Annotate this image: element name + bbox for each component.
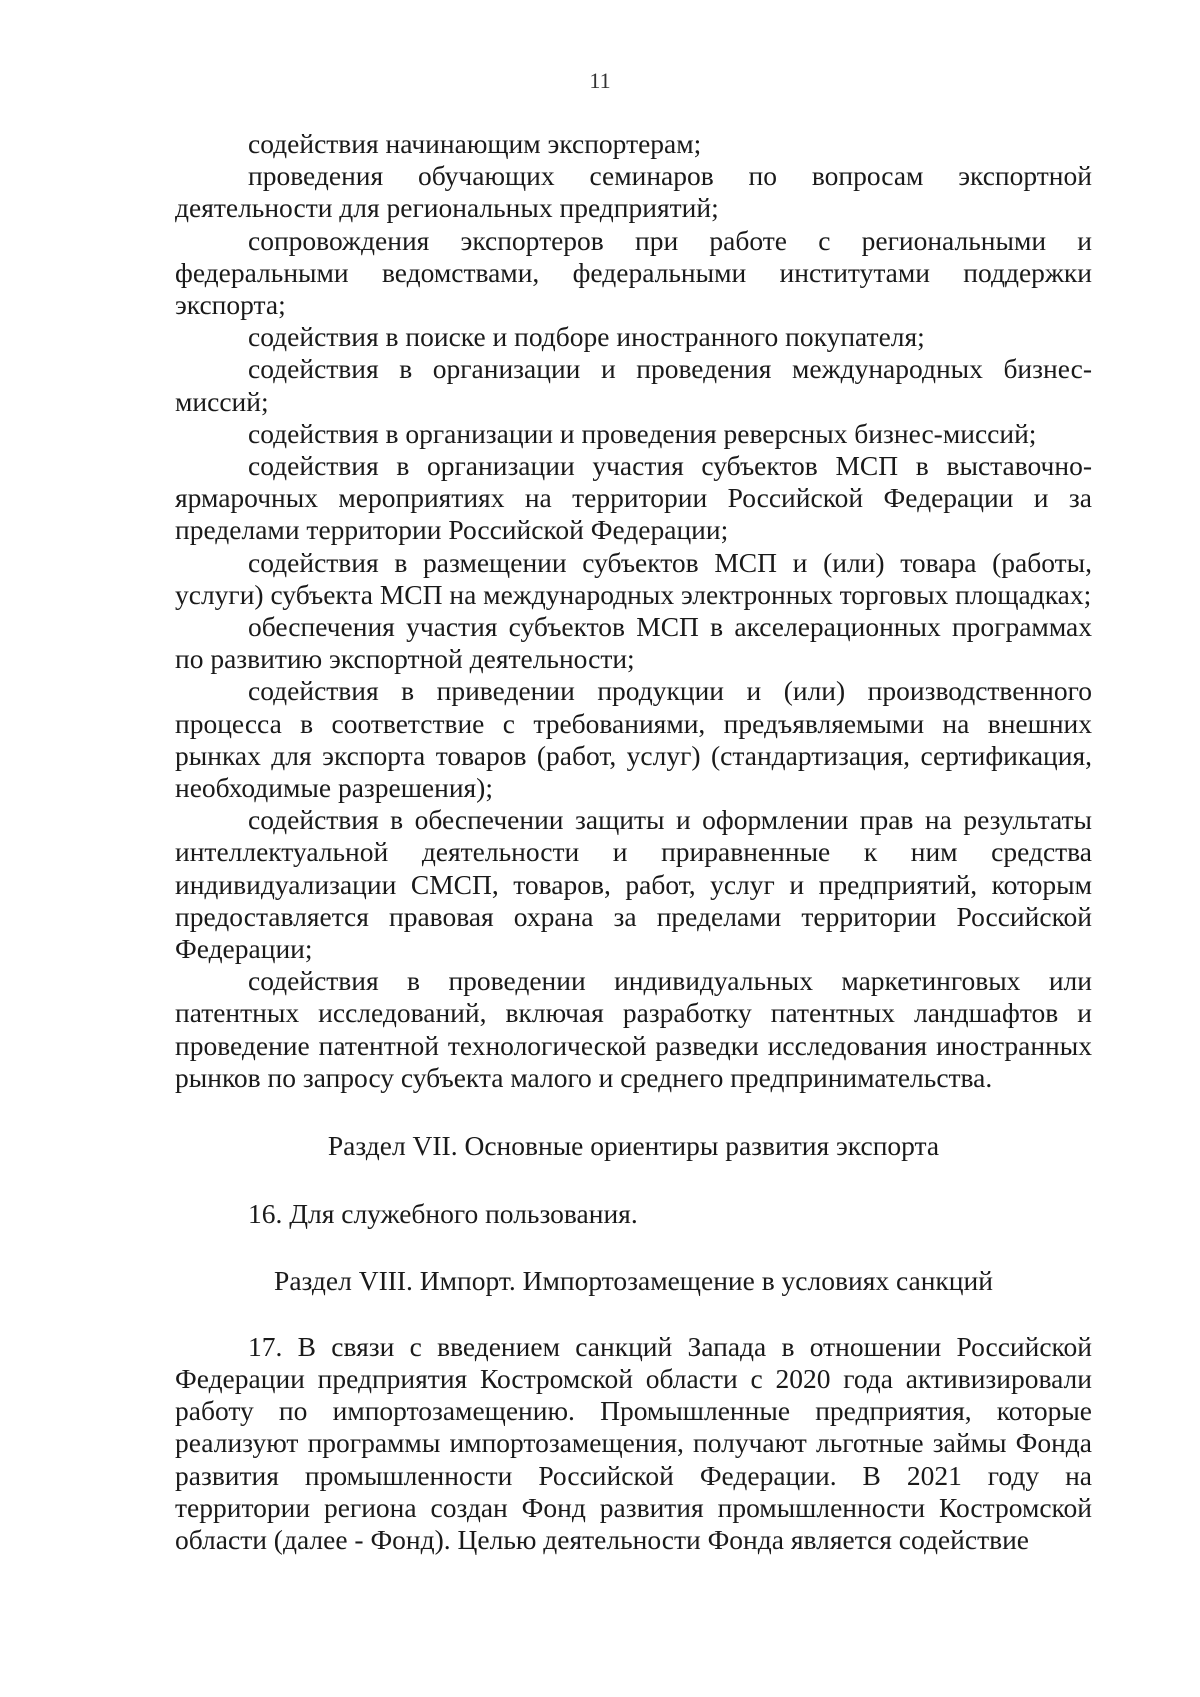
section-heading-viii: Раздел VIII. Импорт. Импортозамещение в условиях санкций (274, 1264, 993, 1296)
list-item: содействия в проведении индивидуальных маркетинговых или патентных исследований, включая разработку патентных ландшафтов и проведение патентной технологической разведки исследования иностранных рынков по запросу субъекта малого и среднего предпринимательства. (175, 965, 1092, 1093)
document-body (175, 128, 1092, 1556)
list-item: сопровождения экспортеров при работе с региональными и федеральными ведомствами, федеральными институтами поддержки экспорта; (175, 224, 1092, 321)
section-heading-vii: Раздел VII. Основные ориентиры развития экспорта (327, 1130, 940, 1162)
paragraph-17: 17. В связи с введением санкций Запада в отношении Российской Федерации предприятия Костромской области с 2020 года активизировали работу по импортозамещению. Промышленные предприятия, которые реализуют программы импортозамещения, получают льготные займы Фонда развития промышленности Российской Федерации. В 2021 году на территории региона создан Фонд развития промышленности Костромской области (далее - Фонд). Целью деятельности Фонда является содействие (175, 1330, 1092, 1555)
list-item: содействия в приведении продукции и (или) производственного процесса в соответствие с требованиями, предъявляемыми на внешних рынках для экспорта товаров (работ, услуг) (стандартизация, сертификация, необходимые разрешения); (175, 675, 1092, 804)
list-item: содействия в организации участия субъектов МСП в выставочно-ярмарочных мероприятиях на территории Российской Федерации и за пределами территории Российской Федерации; (175, 450, 1092, 546)
list-item: содействия в размещении субъектов МСП и (или) товара (работы, услуги) субъекта МСП на международных электронных торговых площадках; (175, 546, 1092, 610)
list-item: содействия в организации и проведения реверсных бизнес-миссий; (248, 417, 1037, 449)
paragraph-16: 16. Для служебного пользования. (248, 1198, 638, 1230)
list-item: обеспечения участия субъектов МСП в акселерационных программах по развитию экспортной деятельности; (175, 611, 1092, 675)
list-item: содействия начинающим экспортерам; (248, 128, 702, 159)
list-item: содействия в организации и проведения международных бизнес-миссий; (175, 353, 1092, 417)
page-number: 11 (589, 68, 611, 93)
list-item: содействия в обеспечении защиты и оформлении прав на результаты интеллектуальной деятельности и приравненные к ним средства индивидуализации СМСП, товаров, работ, услуг и предприятий, которым предоставляется правовая охрана за пределами территории Российской Федерации; (175, 804, 1092, 965)
list-item: содействия в поиске и подборе иностранного покупателя; (248, 321, 925, 353)
list-item: проведения обучающих семинаров по вопросам экспортной деятельности для региональных предприятий; (175, 160, 1092, 224)
